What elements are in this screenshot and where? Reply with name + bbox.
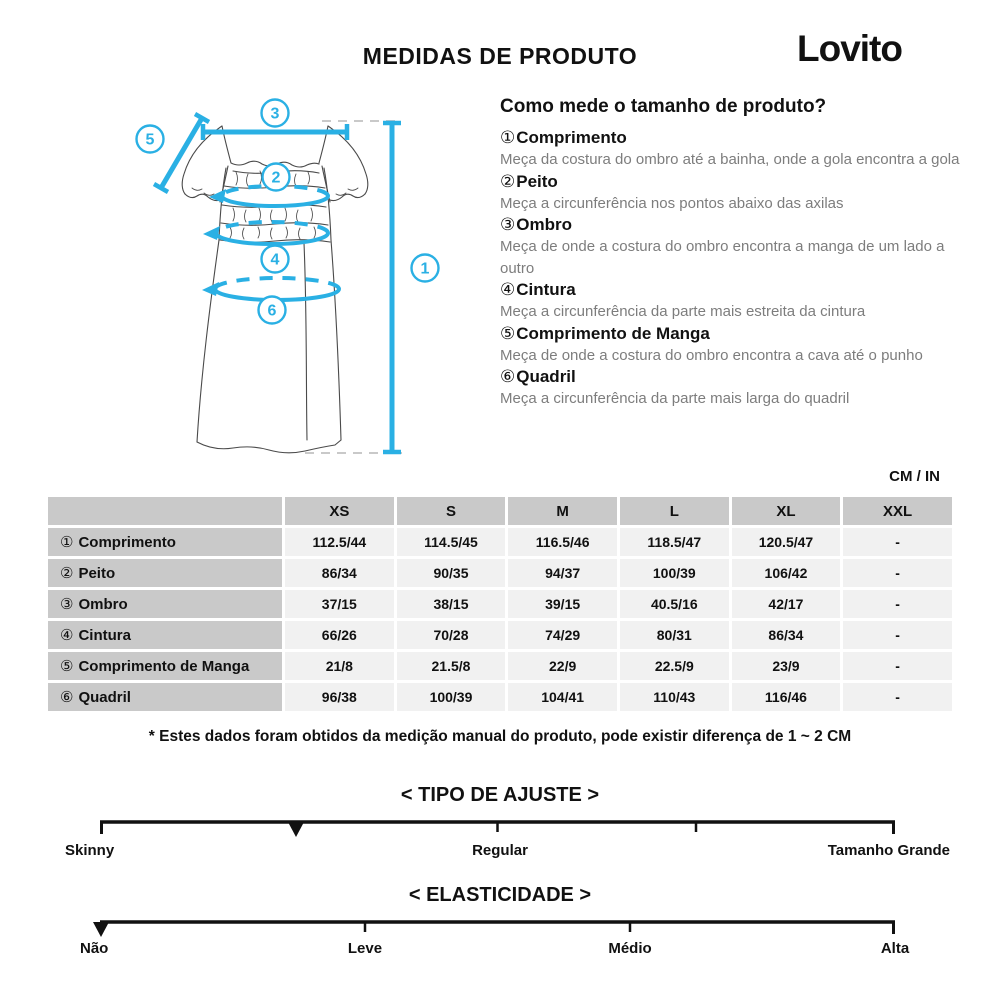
column-header-xs: XS <box>285 497 394 525</box>
cell: - <box>843 621 952 649</box>
item-description: Meça de onde a costura do ombro encontra a cava até o punho <box>500 346 923 364</box>
item-name: Comprimento de Manga <box>516 323 710 343</box>
cell: - <box>843 590 952 618</box>
item-name: Comprimento <box>516 128 627 147</box>
fit-type-slider <box>0 818 1000 844</box>
length-guide-dashes <box>305 121 402 453</box>
cell: 100/39 <box>397 683 506 711</box>
cell: 86/34 <box>732 621 841 649</box>
measurement-disclaimer: * Estes dados foram obtidos da medição manual do produto, pode existir diferença de 1 ~ 2 CM <box>148 728 852 745</box>
cell: 39/15 <box>508 590 617 618</box>
elasticity-label-medio: Médio <box>608 940 652 957</box>
svg-text:2: 2 <box>271 169 281 187</box>
dress-diagram <box>100 90 470 470</box>
cell: 94/37 <box>508 559 617 587</box>
svg-text:4: 4 <box>270 251 280 269</box>
cell: 21.5/8 <box>397 652 506 680</box>
table-header-row <box>48 497 952 525</box>
elasticity-label-leve: Leve <box>347 940 383 957</box>
cell: 40.5/16 <box>620 590 729 618</box>
column-header-xxl: XXL <box>843 497 952 525</box>
cell: 116.5/46 <box>508 528 617 556</box>
elasticity-marker <box>93 922 109 937</box>
item-number: ⑥ <box>500 367 516 386</box>
column-header-l: L <box>620 497 729 525</box>
fit-label-skinny: Skinny <box>65 842 115 859</box>
cell: 96/38 <box>285 683 394 711</box>
cell: 106/42 <box>732 559 841 587</box>
cell: 22.5/9 <box>620 652 729 680</box>
row-label: ② Peito <box>48 559 282 587</box>
elasticity-label-nao: Não <box>80 940 109 957</box>
column-header-s: S <box>397 497 506 525</box>
item-name: Peito <box>516 171 558 191</box>
cell: 66/26 <box>285 621 394 649</box>
table-row <box>48 652 952 680</box>
row-label: ① Comprimento <box>48 528 282 556</box>
cell: 116/46 <box>732 683 841 711</box>
fit-label-tamanho-grande: Tamanho Grande <box>827 842 950 859</box>
table-row <box>48 528 952 556</box>
callout-2-badge <box>263 164 290 191</box>
brand-logo: Lovito <box>797 28 902 69</box>
callout-5-badge <box>137 126 164 153</box>
fit-type-marker <box>288 822 304 837</box>
cell: 112.5/44 <box>285 528 394 556</box>
row-label: ③ Ombro <box>48 590 282 618</box>
callout-1-badge <box>412 255 439 282</box>
item-description: Meça da costura do ombro até a bainha, onde a gola encontra a gola <box>500 151 960 168</box>
elasticity-title: < ELASTICIDADE > <box>408 884 592 906</box>
fit-label-regular: Regular <box>472 842 528 859</box>
table-row <box>48 621 952 649</box>
cell: 120.5/47 <box>732 528 841 556</box>
item-name: Cintura <box>516 280 576 299</box>
callout-6-badge <box>259 297 286 324</box>
item-description: Meça a circunferência da parte mais larga do quadril <box>500 390 850 407</box>
cell: 38/15 <box>397 590 506 618</box>
guide-item-peito <box>500 171 978 215</box>
item-number: ② <box>500 171 516 191</box>
svg-text:6: 6 <box>267 302 277 320</box>
item-description: Meça de onde a costura do ombro encontra a manga de um lado a outro <box>500 238 945 277</box>
cell: - <box>843 652 952 680</box>
guide-item-ombro <box>500 214 978 279</box>
svg-text:5: 5 <box>145 131 155 149</box>
item-number: ① <box>500 128 516 147</box>
callout-4-badge <box>262 246 289 273</box>
elasticity-label-alta: Alta <box>880 940 910 957</box>
guide-item-comprimento-de-manga <box>500 323 978 367</box>
size-table <box>45 494 955 714</box>
measure-guide <box>500 96 978 410</box>
item-name: Quadril <box>516 367 576 386</box>
cell: 80/31 <box>620 621 729 649</box>
table-row <box>48 559 952 587</box>
cell: 118.5/47 <box>620 528 729 556</box>
cell: 100/39 <box>620 559 729 587</box>
cell: - <box>843 683 952 711</box>
cell: 70/28 <box>397 621 506 649</box>
cell: - <box>843 559 952 587</box>
cell: 114.5/45 <box>397 528 506 556</box>
svg-text:1: 1 <box>420 260 430 278</box>
guide-item-comprimento <box>500 127 978 171</box>
corner-cell <box>48 497 282 525</box>
guide-item-cintura <box>500 279 978 323</box>
item-number: ③ <box>500 215 516 234</box>
cell: 42/17 <box>732 590 841 618</box>
item-description: Meça a circunferência nos pontos abaixo das axilas <box>500 194 844 212</box>
item-name: Ombro <box>516 215 572 234</box>
item-number: ④ <box>500 280 516 299</box>
cell: 37/15 <box>285 590 394 618</box>
column-header-xl: XL <box>732 497 841 525</box>
guide-item-quadril <box>500 366 978 410</box>
row-label: ④ Cintura <box>48 621 282 649</box>
row-label: ⑤ Comprimento de Manga <box>48 652 282 680</box>
page-title: MEDIDAS DE PRODUTO <box>362 43 638 69</box>
table-row <box>48 683 952 711</box>
column-header-m: M <box>508 497 617 525</box>
cell: - <box>843 528 952 556</box>
fit-type-title: < TIPO DE AJUSTE > <box>400 784 600 806</box>
cell: 74/29 <box>508 621 617 649</box>
guide-heading: Como mede o tamanho de produto? <box>500 96 827 117</box>
unit-label: CM / IN <box>889 468 940 485</box>
svg-text:3: 3 <box>270 105 280 123</box>
callout-3-badge <box>262 100 289 127</box>
item-number: ⑤ <box>500 323 516 343</box>
cell: 23/9 <box>732 652 841 680</box>
row-label: ⑥ Quadril <box>48 683 282 711</box>
cell: 90/35 <box>397 559 506 587</box>
cell: 21/8 <box>285 652 394 680</box>
cell: 104/41 <box>508 683 617 711</box>
cell: 22/9 <box>508 652 617 680</box>
item-description: Meça a circunferência da parte mais estreita da cintura <box>500 303 866 320</box>
table-row <box>48 590 952 618</box>
cell: 110/43 <box>620 683 729 711</box>
cell: 86/34 <box>285 559 394 587</box>
